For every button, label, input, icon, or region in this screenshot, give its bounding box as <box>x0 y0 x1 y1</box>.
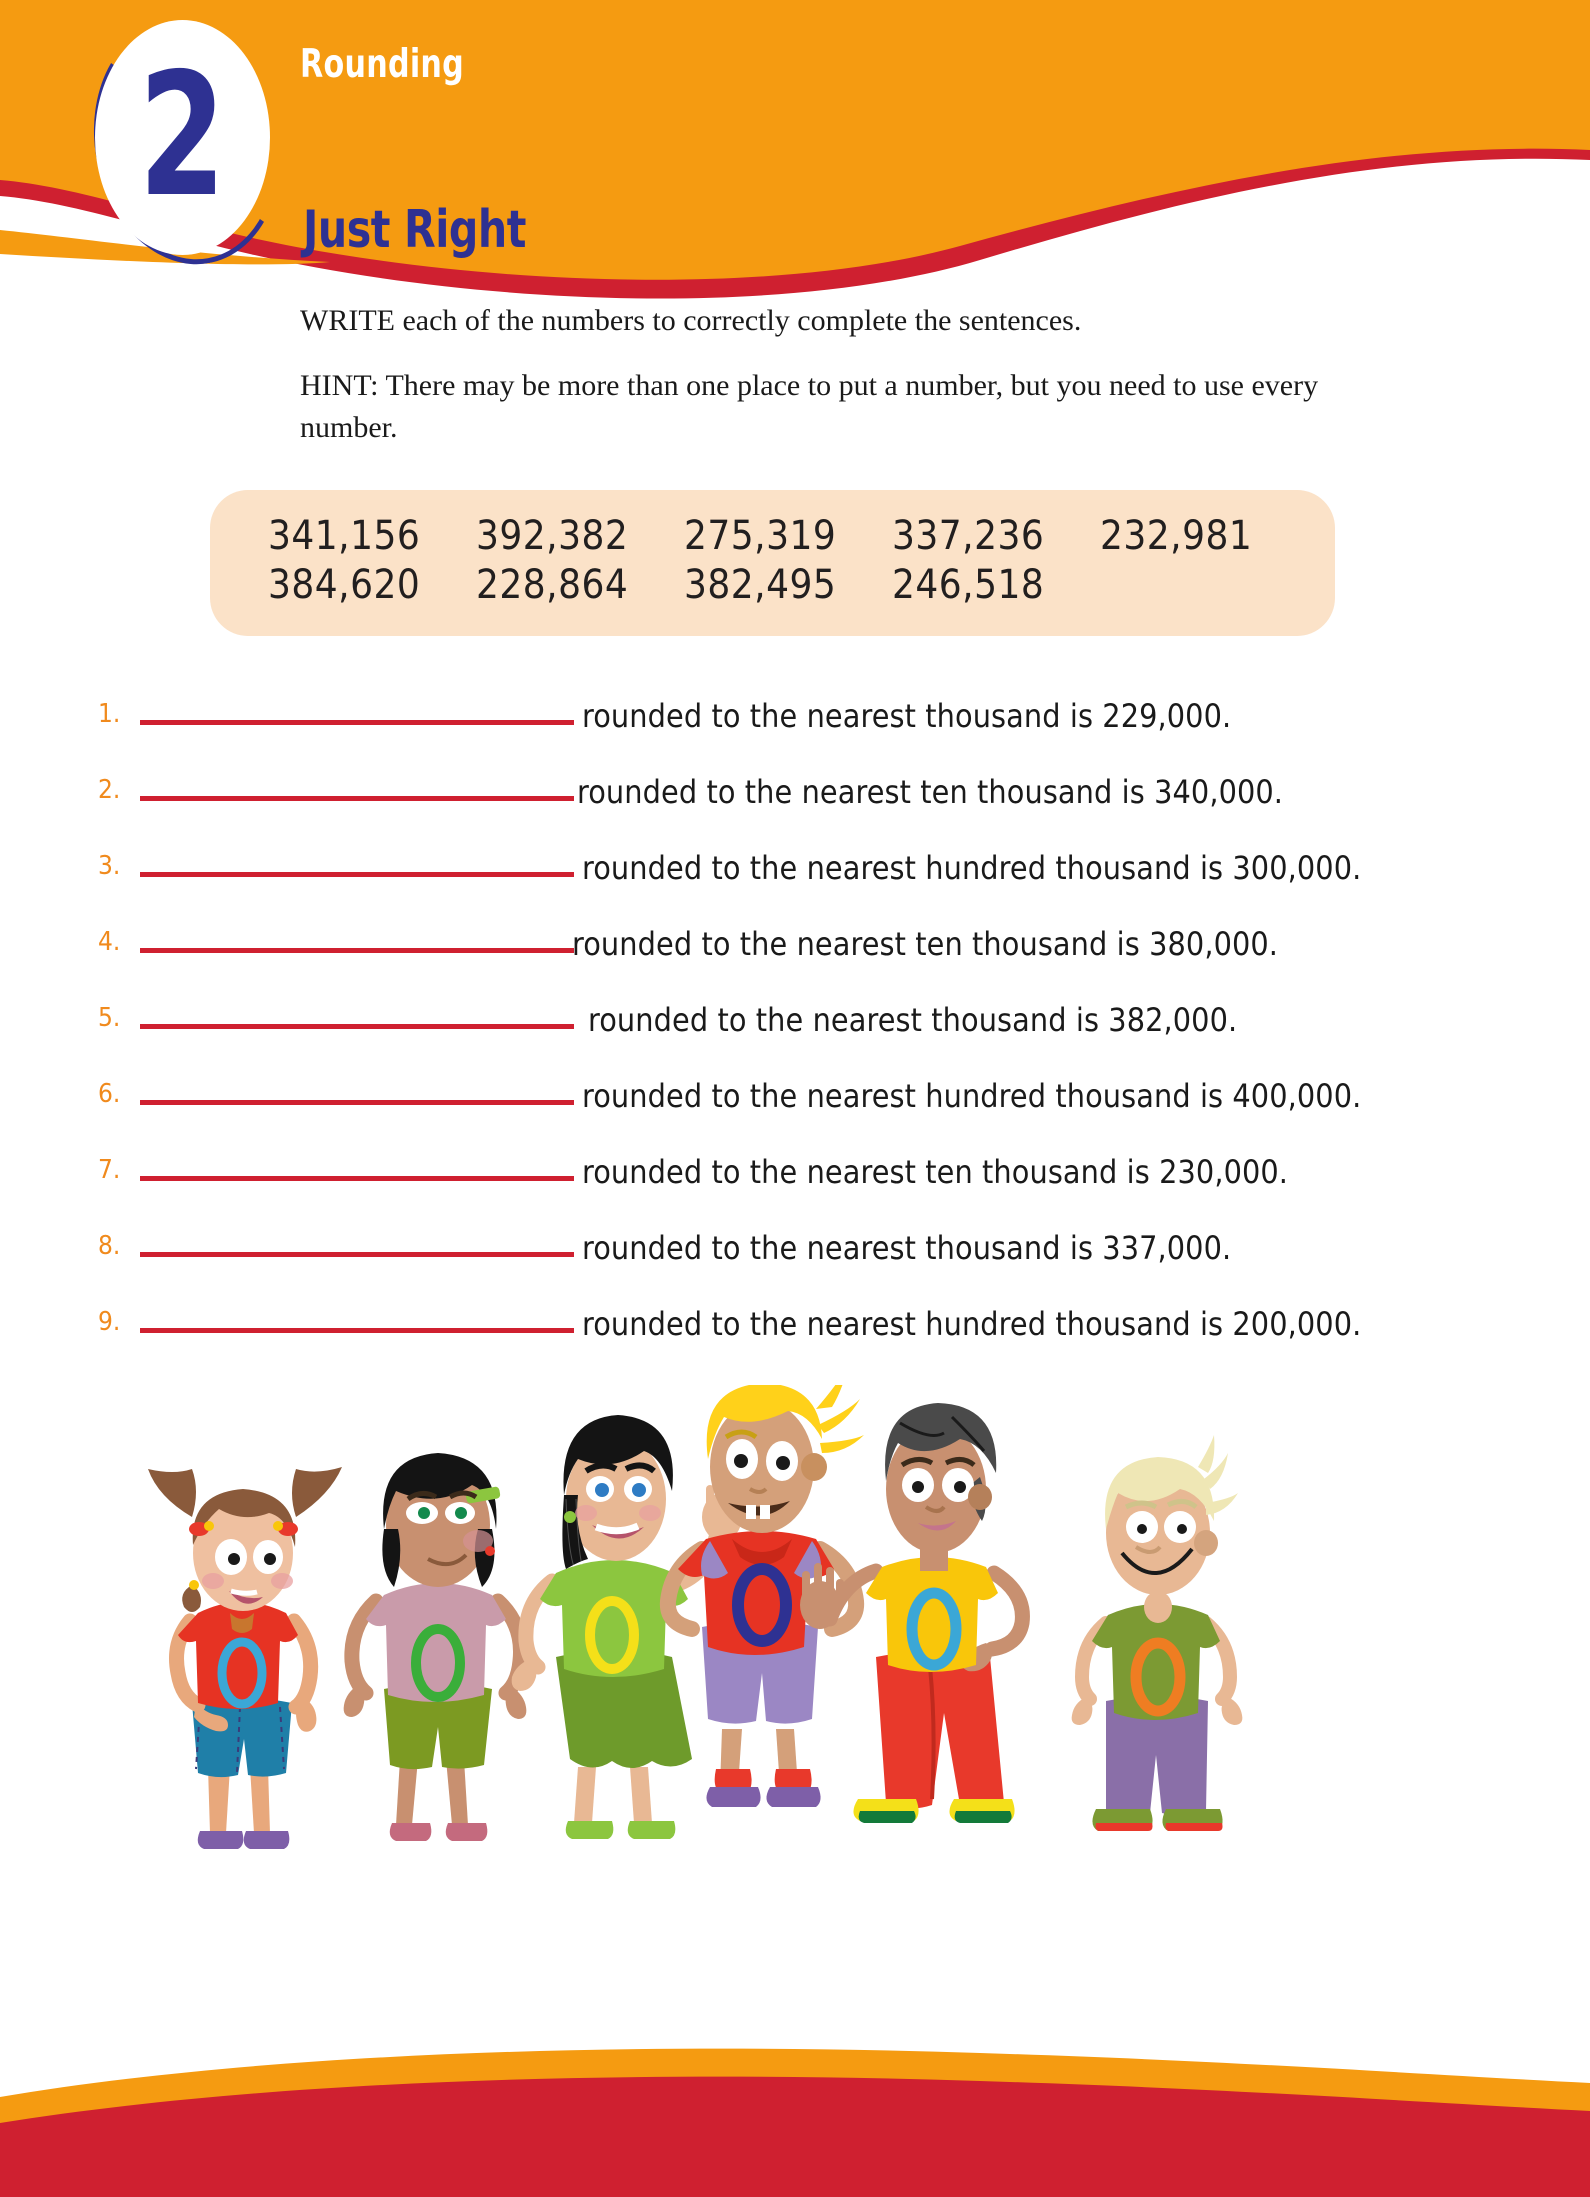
question-row <box>0 731 1590 811</box>
question-number: 1. <box>98 699 121 729</box>
question-number: 6. <box>98 1079 121 1109</box>
answer-blank[interactable] <box>140 1252 574 1257</box>
answer-blank[interactable] <box>140 1100 574 1105</box>
question-number: 4. <box>98 927 121 957</box>
question-list <box>0 655 1590 1343</box>
question-number: 7. <box>98 1155 121 1185</box>
question-text: rounded to the nearest hundred thousand is 400,000. <box>582 1077 1362 1115</box>
instruction-write: WRITE each of the numbers to correctly complete the sentences. <box>300 304 1082 337</box>
number-bank-item: 228,864 <box>476 561 629 608</box>
question-text: rounded to the nearest thousand is 382,000. <box>588 1001 1238 1039</box>
number-bank-item: 246,518 <box>892 561 1045 608</box>
answer-blank[interactable] <box>140 1176 574 1181</box>
number-bank-row-1 <box>210 512 1335 561</box>
children-illustration <box>130 1385 1460 1895</box>
kid-boy-dark-hair-waving <box>800 1403 1022 1823</box>
question-number: 3. <box>98 851 121 881</box>
number-bank-item: 382,495 <box>684 561 837 608</box>
section-kicker: Rounding <box>300 42 465 87</box>
question-number: 9. <box>98 1307 121 1337</box>
question-text: rounded to the nearest ten thousand is 230,000. <box>582 1153 1289 1191</box>
question-row <box>0 1187 1590 1267</box>
question-number: 5. <box>98 1003 121 1033</box>
kid-boy-pale-blond <box>1072 1435 1243 1831</box>
answer-blank[interactable] <box>140 1024 574 1029</box>
answer-blank[interactable] <box>140 872 574 877</box>
question-row <box>0 1263 1590 1343</box>
question-text: rounded to the nearest thousand is 229,000. <box>582 697 1232 735</box>
number-bank-row-2 <box>210 561 1335 610</box>
instructions-block <box>300 300 1420 450</box>
question-text: rounded to the nearest ten thousand is 380,000. <box>572 925 1279 963</box>
number-bank-item: 275,319 <box>684 513 837 559</box>
number-bank <box>210 490 1335 636</box>
question-row <box>0 655 1590 735</box>
question-row <box>0 807 1590 887</box>
instruction-hint: HINT: There may be more than one place to put a number, but you need to use every number. <box>300 368 1319 445</box>
lesson-number-badge <box>95 20 270 255</box>
page-title: Just Right <box>303 200 527 260</box>
footer-wave-graphic <box>0 2027 1590 2197</box>
question-text: rounded to the nearest thousand is 337,000. <box>582 1229 1232 1267</box>
page-header <box>0 0 1590 300</box>
question-text: rounded to the nearest ten thousand is 340,000. <box>577 773 1284 811</box>
number-bank-item: 232,981 <box>1100 513 1253 559</box>
question-row <box>0 1111 1590 1191</box>
question-row <box>0 1035 1590 1115</box>
question-text: rounded to the nearest hundred thousand is 200,000. <box>582 1305 1362 1343</box>
answer-blank[interactable] <box>140 1328 574 1333</box>
page-footer <box>0 2027 1590 2197</box>
number-bank-item: 384,620 <box>268 561 421 608</box>
number-bank-item: 341,156 <box>268 513 421 559</box>
number-bank-item: 392,382 <box>476 513 629 559</box>
children-illustration-svg <box>130 1385 1460 1895</box>
kid-girl-bob <box>344 1453 527 1841</box>
lesson-number: 2 <box>138 36 227 235</box>
question-text: rounded to the nearest hundred thousand is 300,000. <box>582 849 1362 887</box>
kid-girl-pigtails <box>148 1467 342 1849</box>
number-bank-item: 337,236 <box>892 513 1045 559</box>
question-number: 2. <box>98 775 121 805</box>
answer-blank[interactable] <box>140 948 574 953</box>
answer-blank[interactable] <box>140 796 574 801</box>
question-row <box>0 959 1590 1039</box>
question-row <box>0 883 1590 963</box>
answer-blank[interactable] <box>140 720 574 725</box>
question-number: 8. <box>98 1231 121 1261</box>
